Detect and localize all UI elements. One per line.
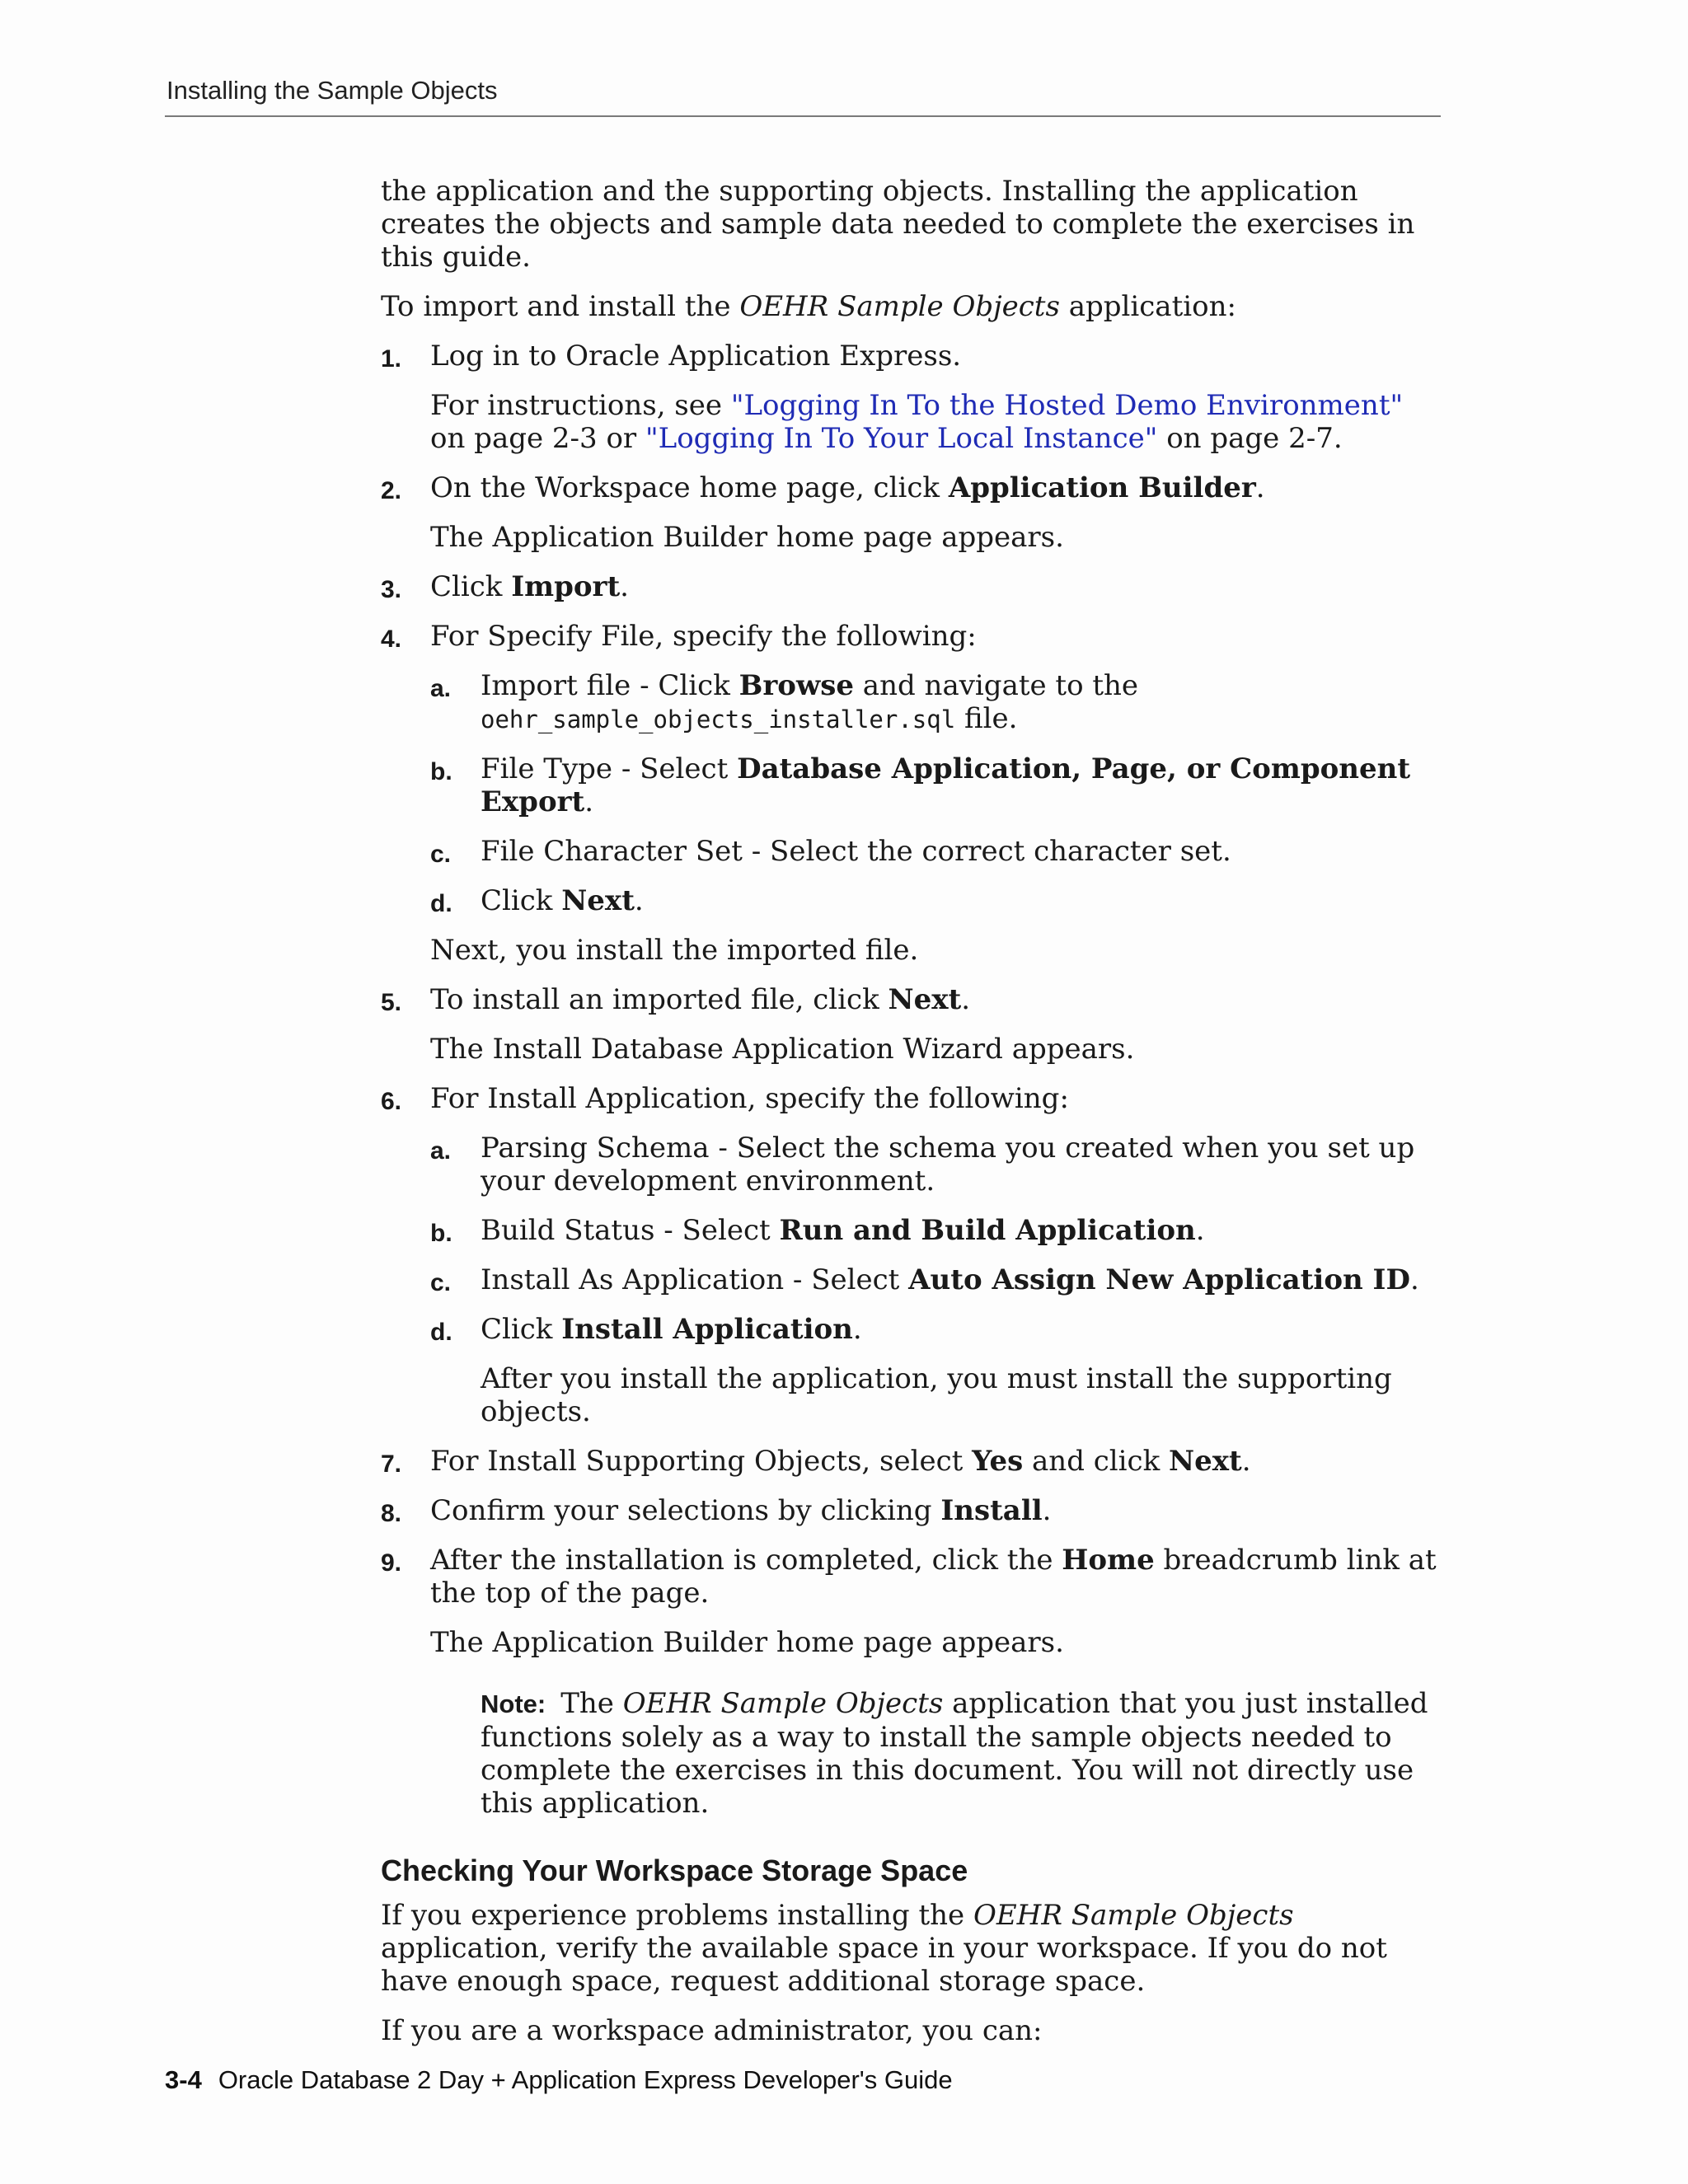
- link-hosted-demo[interactable]: "Logging In To the Hosted Demo Environment": [730, 389, 1404, 422]
- step-9-result: The Application Builder home page appears.: [430, 1626, 1064, 1659]
- substep-letter: c.: [430, 1269, 452, 1296]
- book-title: Oracle Database 2 Day + Application Express Developer's Guide: [218, 2065, 953, 2094]
- step-number: 3.: [381, 576, 402, 603]
- step-4d: d. Click Next.: [381, 884, 1444, 917]
- step-number: 9.: [381, 1549, 402, 1577]
- substep-letter: d.: [430, 1319, 452, 1346]
- filename-code: oehr_sample_objects_installer.sql: [481, 705, 956, 733]
- header-rule: [165, 115, 1441, 117]
- step-number: 1.: [381, 345, 402, 373]
- step-4c: c. File Character Set - Select the correct character set.: [381, 835, 1444, 868]
- section-lead: If you are a workspace administrator, you can:: [381, 2014, 1043, 2047]
- step-7: 7. For Install Supporting Objects, select Yes and click Next.: [381, 1445, 1444, 1478]
- step-number: 7.: [381, 1451, 402, 1478]
- step-3: 3. Click Import.: [381, 570, 1444, 603]
- substep-letter: d.: [430, 890, 452, 917]
- step-4b: b. File Type - Select Database Application, Page, or Component Export.: [430, 752, 1411, 818]
- step-number: 4.: [381, 626, 402, 653]
- step-9: 9. After the installation is completed, click the Home breadcrumb link at the top of the page.: [381, 1544, 1437, 1610]
- intro-lead: To import and install the OEHR Sample Objects application:: [381, 290, 1236, 323]
- step-6d: d. Click Install Application.: [381, 1313, 1444, 1346]
- substep-letter: a.: [430, 1137, 452, 1165]
- section-paragraph: If you experience problems installing the OEHR Sample Objects application, verify the available space in your workspace. If you do not have enough space, request additional storage space.: [381, 1899, 1387, 1998]
- substep-letter: b.: [430, 758, 452, 785]
- step-number: 8.: [381, 1500, 402, 1527]
- note-box: Note: The OEHR Sample Objects application that you just installed functions solely as a way to install the sample objects needed to complete the exercises in this document. You will not directly use this application.: [481, 1687, 1428, 1820]
- running-header: Installing the Sample Objects: [166, 76, 498, 105]
- step-number: 5.: [381, 989, 402, 1016]
- step-6a: a. Parsing Schema - Select the schema you created when you set up your development environment.: [430, 1132, 1415, 1197]
- page-footer: [165, 2065, 953, 2095]
- substep-letter: b.: [430, 1220, 452, 1247]
- step-4: 4. For Specify File, specify the following:: [381, 620, 1444, 653]
- step-8: 8. Confirm your selections by clicking Install.: [381, 1494, 1444, 1527]
- step-2: 2. On the Workspace home page, click Application Builder.: [381, 471, 1444, 504]
- step-6c: c. Install As Application - Select Auto Assign New Application ID.: [381, 1263, 1444, 1296]
- substep-letter: a.: [430, 675, 452, 702]
- step-6b: b. Build Status - Select Run and Build Application.: [381, 1214, 1444, 1247]
- step-4-result: Next, you install the imported file.: [430, 934, 919, 967]
- step-number: 2.: [381, 477, 402, 504]
- page-body: [381, 175, 1444, 2064]
- step-5: 5. To install an imported file, click Next.: [381, 983, 1444, 1016]
- step-number: 6.: [381, 1088, 402, 1115]
- step-1: 1. Log in to Oracle Application Express.: [381, 340, 1444, 373]
- substep-letter: c.: [430, 841, 452, 868]
- step-6d-result: After you install the application, you must install the supporting objects.: [481, 1362, 1392, 1428]
- link-local-instance[interactable]: "Logging In To Your Local Instance": [645, 422, 1158, 455]
- section-heading: Checking Your Workspace Storage Space: [381, 1854, 968, 1887]
- note-label: Note:: [481, 1690, 546, 1718]
- step-6: 6. For Install Application, specify the following:: [381, 1082, 1444, 1115]
- step-2-result: The Application Builder home page appears.: [430, 521, 1064, 554]
- intro-paragraph: the application and the supporting objects. Installing the application creates the objects and sample data needed to complete the exercises in this guide.: [381, 175, 1415, 274]
- page-number: 3-4: [165, 2065, 202, 2094]
- step-4a: a. Import file - Click Browse and navigate to the oehr_sample_objects_installer.sql file.: [430, 669, 1139, 735]
- step-5-result: The Install Database Application Wizard appears.: [430, 1033, 1135, 1066]
- step-1-info: For instructions, see "Logging In To the Hosted Demo Environment" on page 2-3 or "Logging In To Your Local Instance" on page 2-7.: [430, 389, 1404, 455]
